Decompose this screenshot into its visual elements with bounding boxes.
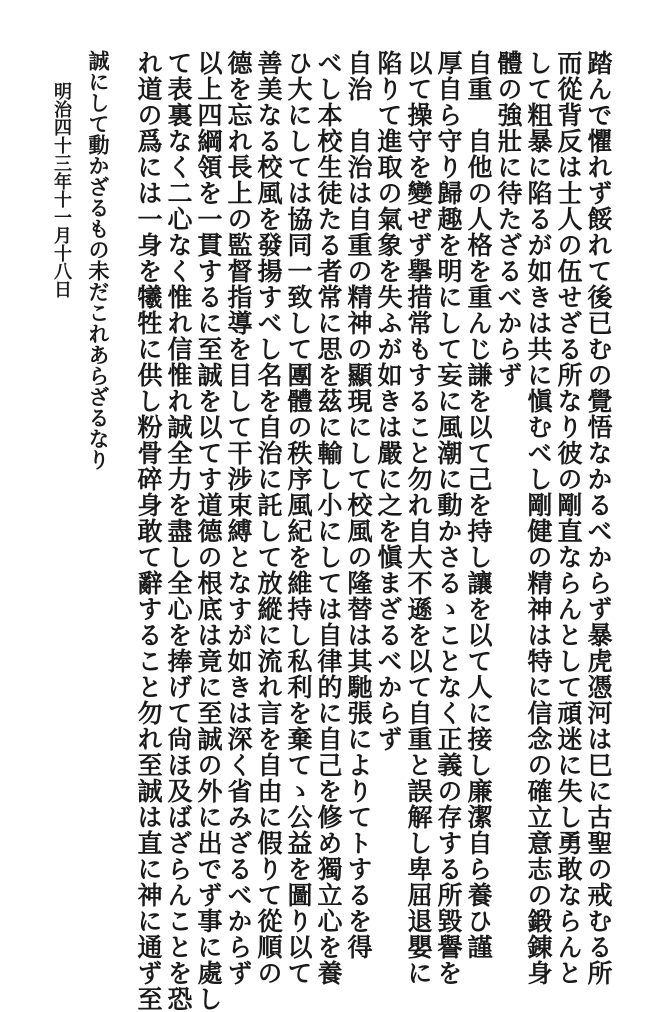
- text-line: 而從背反は士人の伍せざる所なり彼の剛直ならんとして頑迷に失し勇敢ならんと: [554, 50, 583, 986]
- text-line: して粗暴に陷るが如きは共に愼むべし剛健の精神は特に信念の確立意志の鍛錬身: [524, 50, 553, 986]
- text-line: べし本校生徒たる者常に思を茲に輸し小にしては自律的に自己を修め獨立心を養: [314, 50, 343, 986]
- text-line: 自重 自他の人格を重んじ謙を以て己を持し讓を以て人に接し廉潔自ら養ひ謹: [464, 50, 493, 960]
- text-line: 自治 自治は自重の精神の顯現にして校風の隆替は其馳張によりてトするを得: [344, 50, 373, 960]
- text-line: 德を忘れ長上の監督指導を目して干涉束縛となすが如きは深く省みざるべからず: [224, 50, 253, 986]
- text-line: 以上四綱領を一貫するに至誠を以てす道德の根底は竟に至誠の外に出でず事に處し: [194, 50, 223, 1012]
- text-line: て表裏なく二心なく惟れ信惟れ誠全力を盡し全心を捧げて尙ほ及ばざらんことを恐: [164, 50, 193, 1012]
- text-line: 體の強壯に待たざるべからず: [494, 50, 523, 388]
- text-line: 厚自ら守り歸趣を明にして妄に風潮に動かさるゝことなく正義の存する所毀譽を: [434, 50, 463, 986]
- date-line: 明治四十三年十一月十八日: [51, 82, 72, 298]
- text-line: れ道の爲には一身を犧牲に供し粉骨碎身敢て辭すること勿れ至誠は直に神に通ず至: [134, 50, 163, 1012]
- text-line: 踏んで懼れず餒れて後已むの覺悟なかるべからず暴虎憑河は巳に古聖の戒むる所: [584, 50, 613, 986]
- text-line: 陷りて進取の氣象を失ふが如きは嚴に之を愼まざるべからず: [374, 50, 403, 752]
- text-line: 善美なる校風を發揚すべし名を自治に託して放縱に流れ言を自由に假りて從順の: [254, 50, 283, 986]
- text-line: 誠にして動かざるもの未だこれあらざるなり: [86, 50, 111, 470]
- text-line: 以て操守を變ぜず擧措常もすること勿れ自大不遜を以て自重と誤解し卑屈退嬰に: [404, 50, 433, 986]
- text-line: ひ大にしては協同一致して團體の秩序風紀を維持し私利を棄てゝ公益を圖り以て: [284, 50, 313, 986]
